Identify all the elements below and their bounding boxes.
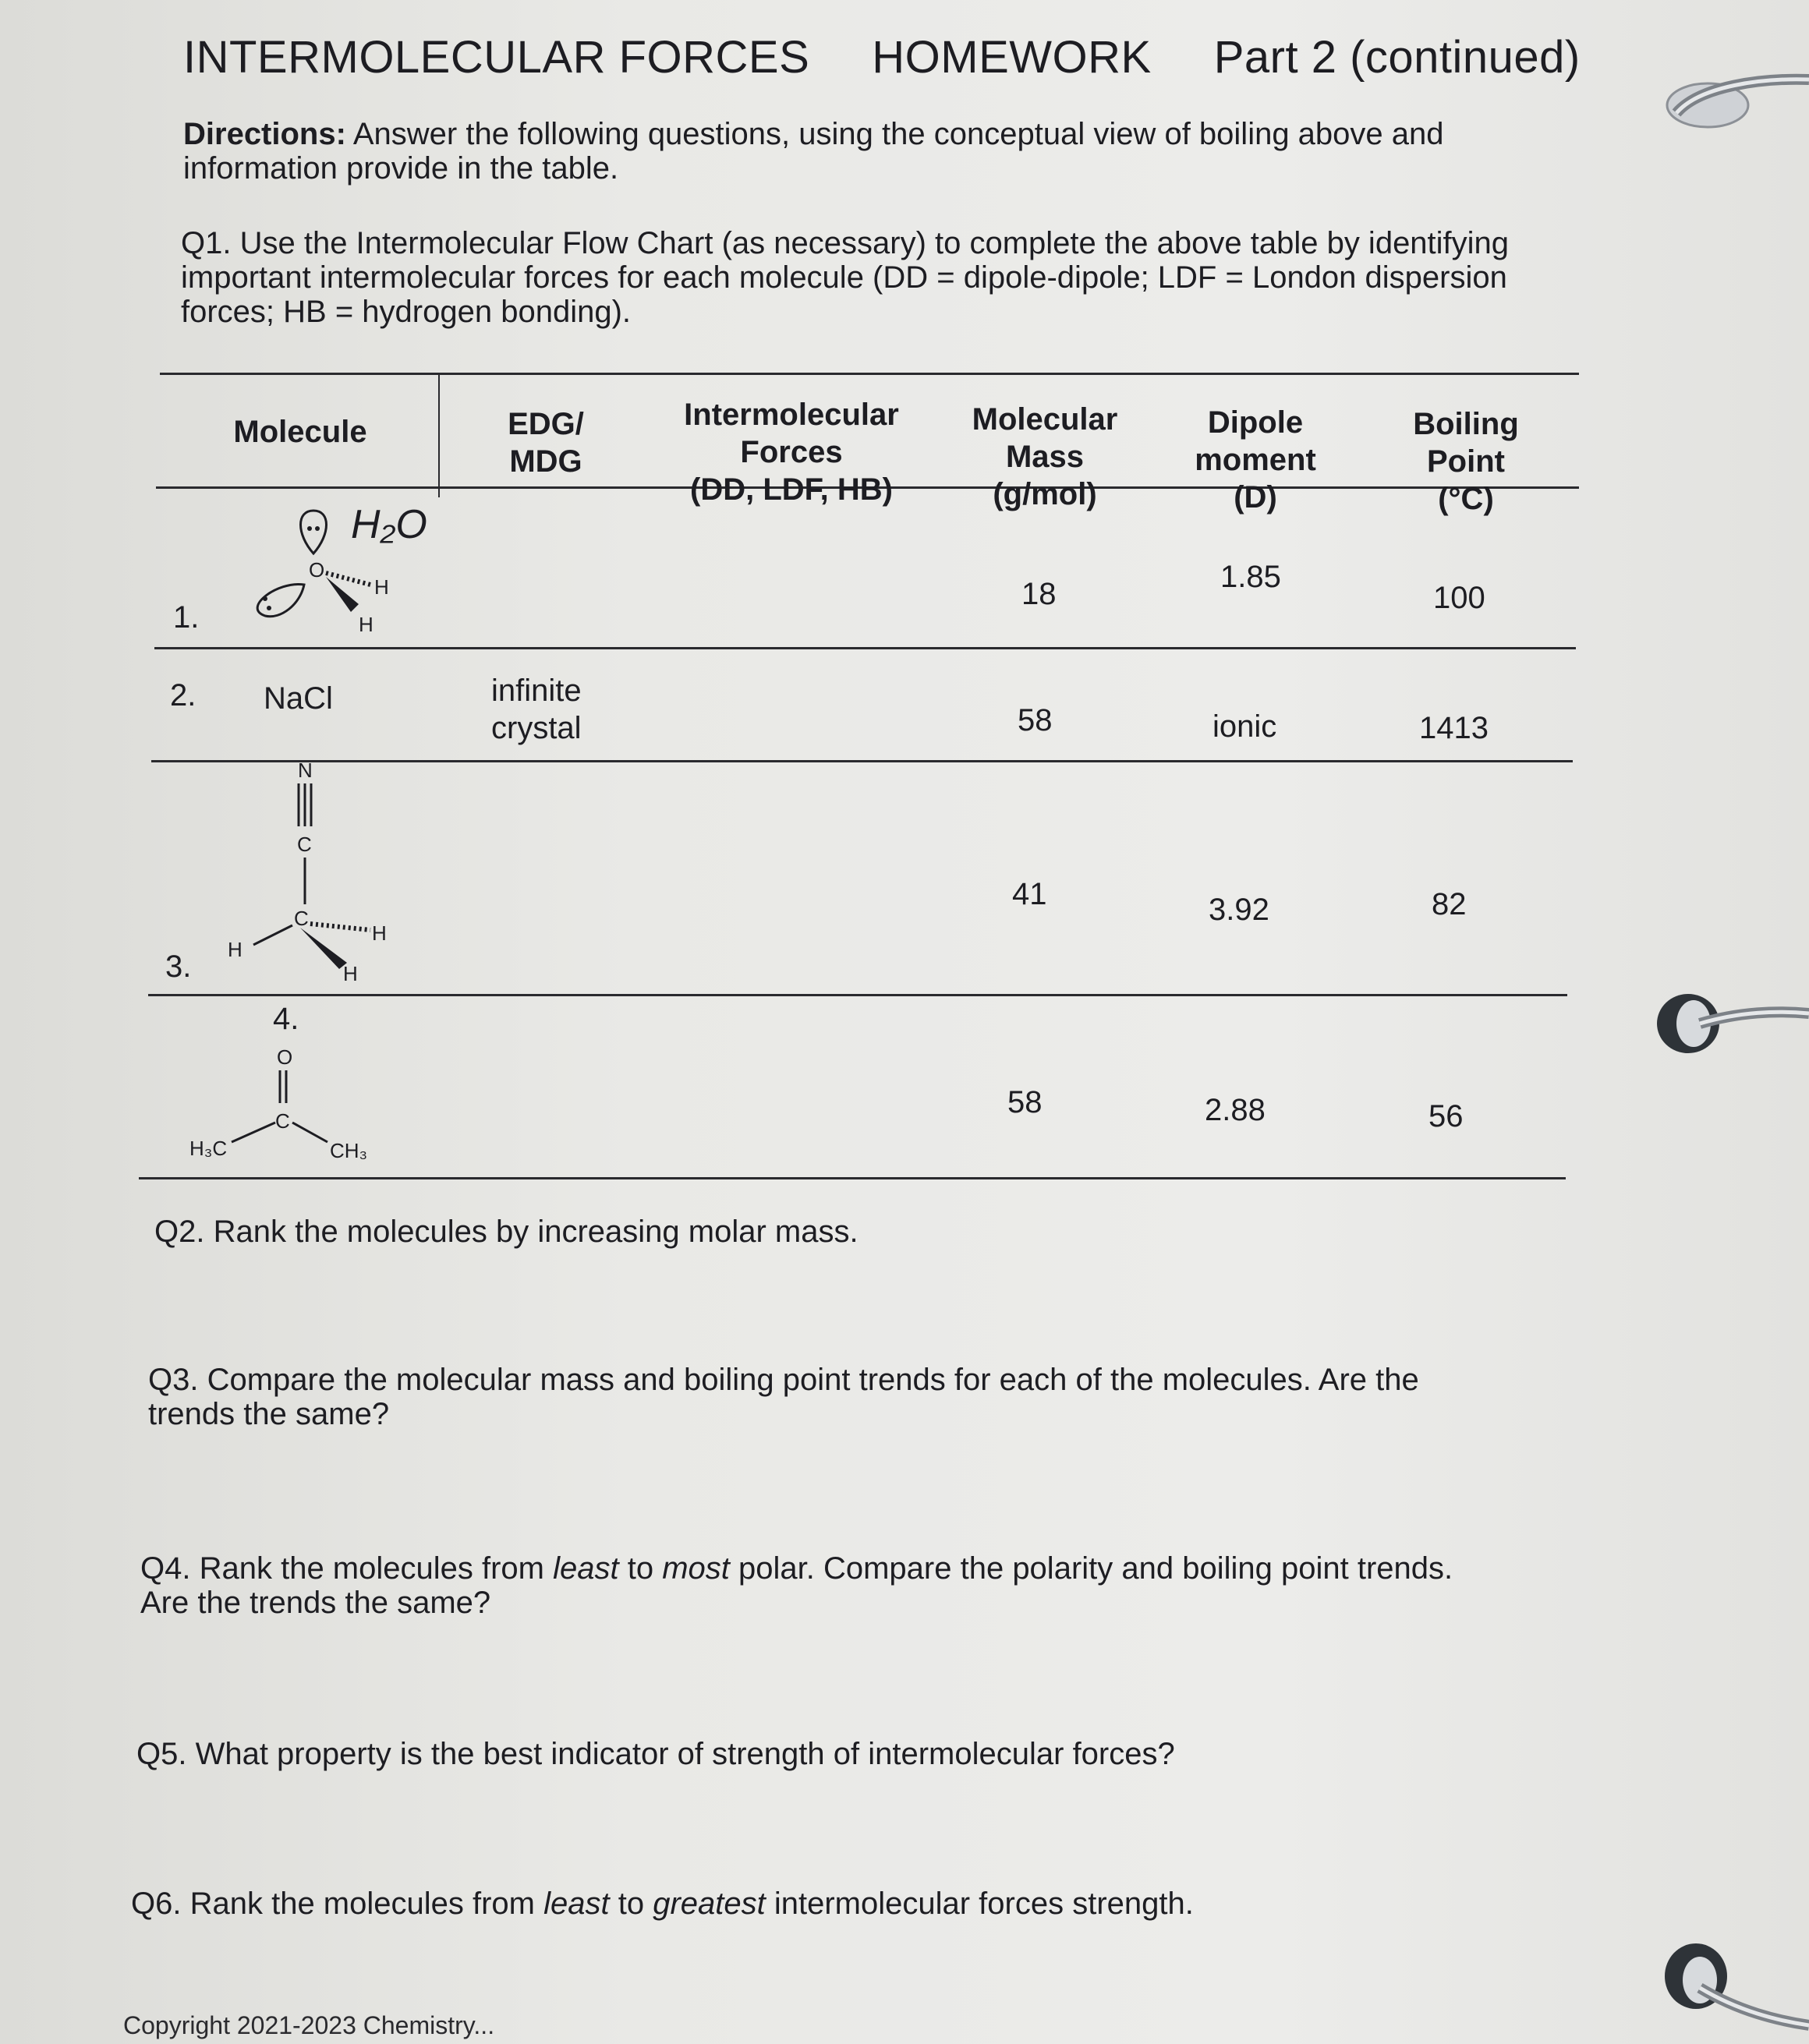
header-mass-line-2: Mass [1005,440,1085,474]
q1-line-1: Q1. Use the Intermolecular Flow Chart (as necessary) to complete the above table by identifying [181,226,1510,260]
acetonitrile-hydrogen-1: H [372,921,387,945]
header-imf-line-1: Intermolecular [684,398,899,432]
row-4-mass: 58 [1007,1085,1043,1119]
header-dipole-line-1: Dipole [1207,405,1304,440]
row-1-rule [154,647,1576,649]
question-5: Q5. What property is the best indicator of strength of intermolecular forces? [136,1737,1175,1771]
row-1-index: 1. [173,600,200,635]
q4-text-mid: to [618,1551,663,1586]
q1-line-3: forces; HB = hydrogen bonding). [181,295,632,329]
row-1-dipole: 1.85 [1220,560,1281,594]
q4-line-2: Are the trends the same? [140,1586,491,1620]
q6-text-pre: Q6. Rank the molecules from [131,1887,544,1921]
q4-least: least [553,1551,619,1586]
header-edg [483,405,608,480]
header-edg-line-1: EDG/ [508,407,584,441]
directions [183,117,1556,186]
directions-label: Directions: [183,117,346,151]
acetonitrile-methyl-carbon: C [294,907,309,930]
title-part-2: HOMEWORK [872,32,1152,83]
row-2-mass: 58 [1018,703,1053,737]
row-2-molecule: NaCl [264,681,333,716]
row-1-boiling-point: 100 [1433,581,1485,615]
table-header-divider [438,374,440,497]
header-dipole-line-3: (D) [1234,480,1277,515]
header-dipole-line-2: moment [1195,443,1316,477]
row-4-dipole: 2.88 [1205,1093,1266,1127]
binder-ring-bottom [1653,1933,1809,2042]
row-3-boiling-point: 82 [1432,887,1467,921]
row-2-edg-line-1: infinite [491,674,582,708]
header-mass-line-1: Molecular [972,402,1118,437]
row-2-index: 2. [170,678,196,713]
water-hydrogen-1: H [374,575,389,599]
header-bp-line-3: (°C) [1438,482,1494,516]
acetonitrile-hydrogen-2: H [228,938,242,961]
question-4 [140,1551,1583,1620]
water-structure-drawing [234,499,468,647]
acetone-oxygen: O [277,1045,293,1069]
binder-ring-top [1653,70,1809,156]
title-part-1: INTERMOLECULAR FORCES [183,32,810,83]
water-oxygen: O [309,558,325,582]
row-2-boiling-point: 1413 [1419,711,1489,745]
binder-ring-middle [1645,981,1809,1066]
q4-text-post: polar. Compare the polarity and boiling point trends. [729,1551,1453,1586]
row-4-index: 4. [273,1002,299,1036]
row-2-dipole: ionic [1212,709,1277,744]
table-top-rule [160,373,1579,375]
q3-line-2: trends the same? [148,1397,390,1431]
acetonitrile-nitrile-carbon: C [297,833,312,856]
page-title [183,31,1643,83]
directions-line-1: Answer the following questions, using the conceptual view of boiling above and [352,117,1444,151]
row-3-index: 3. [165,950,192,984]
header-bp-line-1: Boiling [1413,407,1519,441]
q3-line-1: Q3. Compare the molecular mass and boiling point trends for each of the molecules. Are the [148,1363,1419,1397]
header-intermolecular-forces [667,396,916,508]
question-2: Q2. Rank the molecules by increasing molar mass. [154,1215,858,1249]
row-3-mass: 41 [1012,877,1047,911]
handwritten-h2o: H₂O [351,502,427,547]
directions-line-2: information provide in the table. [183,151,619,186]
header-mass-line-3: (g/mol) [993,477,1097,511]
acetone-methyl-right: CH₃ [330,1139,368,1162]
header-molecular-mass [959,401,1131,513]
question-3 [148,1363,1552,1431]
q6-text-post: intermolecular forces strength. [765,1887,1194,1921]
acetonitrile-structure-drawing [211,752,413,990]
row-3-dipole: 3.92 [1209,893,1269,927]
q6-least: least [543,1887,610,1921]
row-4-boiling-point: 56 [1428,1099,1464,1133]
header-imf-line-2: Forces [740,435,843,469]
acetone-structure-drawing [183,994,394,1162]
copyright-footer: Copyright 2021-2023 Chemistry... [123,2011,495,2039]
header-molecule: Molecule [233,415,367,449]
q4-text-pre: Q4. Rank the molecules from [140,1551,554,1586]
q4-most: most [662,1551,730,1586]
row-4-rule [139,1177,1566,1179]
header-dipole-moment [1170,404,1341,516]
acetonitrile-nitrogen: N [298,759,313,782]
q6-text-mid: to [609,1887,653,1921]
row-2-edg-line-2: crystal [491,711,582,745]
acetonitrile-hydrogen-3: H [343,962,358,985]
q1-line-2: important intermolecular forces for each molecule (DD = dipole-dipole; LDF = London dispersion [181,260,1507,295]
header-imf-line-3: (DD, LDF, HB) [690,472,893,507]
water-hydrogen-2: H [359,613,373,636]
row-1-mass: 18 [1021,577,1057,611]
q6-greatest: greatest [653,1887,766,1921]
row-2-edg [491,672,582,747]
header-edg-line-2: MDG [509,444,582,479]
acetone-carbonyl-carbon: C [275,1109,290,1133]
question-6 [131,1887,1194,1921]
title-part-3: Part 2 (continued) [1213,32,1581,83]
question-1 [181,226,1584,329]
header-boiling-point [1380,405,1552,518]
header-bp-line-2: Point [1427,444,1505,479]
acetone-methyl-left: H₃C [189,1137,228,1160]
